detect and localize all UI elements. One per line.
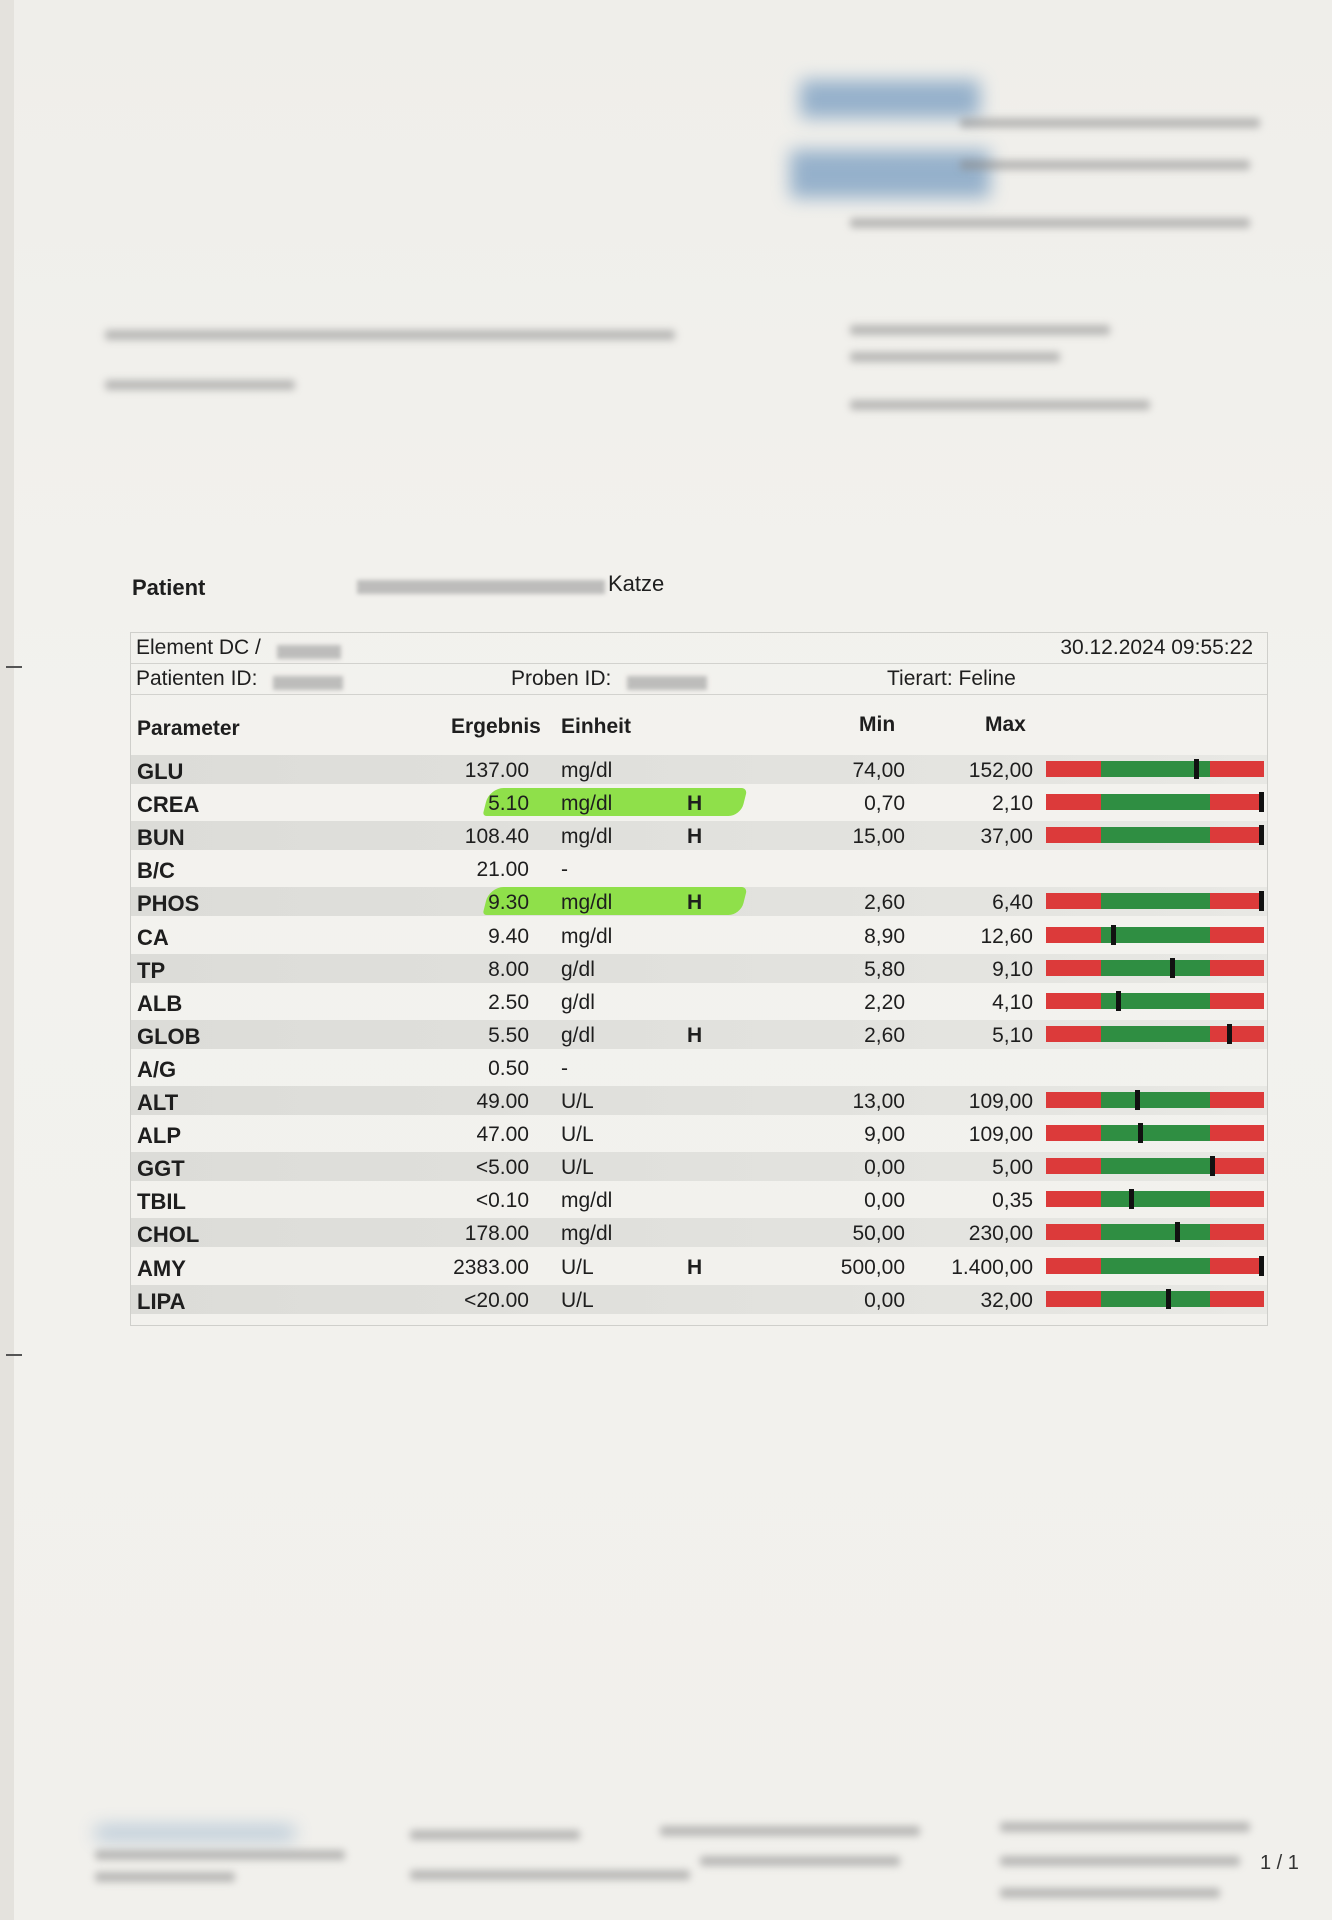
result-unit: mg/dl bbox=[561, 1222, 613, 1246]
footer-redacted bbox=[95, 1826, 295, 1840]
range-bar-high-segment bbox=[1210, 1191, 1264, 1207]
report-id-row bbox=[131, 664, 1267, 695]
parameter-name: CREA bbox=[137, 792, 200, 818]
range-bar-normal-segment bbox=[1101, 1158, 1210, 1174]
patient-id-redacted bbox=[273, 676, 343, 690]
range-max: 5,10 bbox=[992, 1023, 1033, 1047]
column-header-max: Max bbox=[985, 713, 1026, 736]
range-bar-marker bbox=[1259, 1256, 1264, 1276]
owner-redacted bbox=[850, 352, 1060, 362]
range-bar-marker bbox=[1111, 925, 1116, 945]
range-max: 12,60 bbox=[980, 924, 1033, 948]
table-row bbox=[131, 755, 1267, 784]
table-row bbox=[131, 1053, 1267, 1082]
result-unit: mg/dl bbox=[561, 759, 613, 782]
range-bar-normal-segment bbox=[1101, 827, 1210, 843]
range-bar-low-segment bbox=[1046, 893, 1101, 909]
column-header-unit: Einheit bbox=[561, 715, 632, 738]
address-redacted bbox=[850, 218, 1250, 228]
result-unit: - bbox=[561, 858, 568, 882]
range-bar-low-segment bbox=[1046, 960, 1101, 976]
range-bar-low-segment bbox=[1046, 794, 1101, 810]
range-bar-marker bbox=[1259, 792, 1264, 812]
range-bar-low-segment bbox=[1046, 761, 1101, 777]
range-max: 109,00 bbox=[968, 1090, 1033, 1113]
range-max: 230,00 bbox=[968, 1222, 1033, 1246]
range-bar-normal-segment bbox=[1101, 960, 1210, 976]
parameter-name: CA bbox=[137, 924, 169, 950]
range-bar bbox=[1046, 1092, 1264, 1108]
result-value: 21.00 bbox=[476, 858, 529, 882]
parameter-name: AMY bbox=[137, 1255, 186, 1281]
patient-species: Katze bbox=[608, 571, 665, 596]
range-min: 0,00 bbox=[864, 1189, 905, 1213]
range-bar bbox=[1046, 1191, 1264, 1207]
parameter-name: GLU bbox=[137, 759, 184, 784]
range-min: 500,00 bbox=[840, 1255, 905, 1279]
margin-mark bbox=[6, 1354, 22, 1356]
report-datetime: 30.12.2024 09:55:22 bbox=[1060, 636, 1253, 659]
result-unit: g/dl bbox=[561, 1023, 595, 1047]
range-min: 2,60 bbox=[864, 1023, 905, 1047]
table-row bbox=[131, 1185, 1267, 1214]
range-bar-high-segment bbox=[1210, 1092, 1264, 1108]
range-bar-high-segment bbox=[1210, 1291, 1264, 1307]
range-bar-marker bbox=[1227, 1024, 1232, 1044]
footer-redacted bbox=[410, 1870, 690, 1880]
logo-redacted bbox=[790, 150, 990, 198]
logo-redacted bbox=[800, 80, 980, 118]
range-bar-low-segment bbox=[1046, 993, 1101, 1009]
range-bar-high-segment bbox=[1210, 1026, 1264, 1042]
result-value: 5.10 bbox=[488, 792, 529, 816]
range-bar-low-segment bbox=[1046, 1026, 1101, 1042]
range-min: 2,20 bbox=[864, 990, 905, 1014]
table-row bbox=[131, 954, 1267, 983]
range-bar bbox=[1046, 827, 1264, 843]
parameter-name: TP bbox=[137, 957, 166, 983]
footer-redacted bbox=[1000, 1856, 1240, 1866]
range-bar bbox=[1046, 927, 1264, 943]
clinic-redacted bbox=[105, 380, 295, 390]
result-value: 8.00 bbox=[488, 957, 529, 981]
result-value: 9.30 bbox=[488, 891, 529, 915]
result-unit: U/L bbox=[561, 1255, 594, 1279]
parameter-name: BUN bbox=[137, 825, 185, 851]
range-max: 32,00 bbox=[980, 1288, 1033, 1312]
address-redacted bbox=[960, 118, 1260, 128]
range-bar-high-segment bbox=[1210, 1258, 1264, 1274]
range-bar-normal-segment bbox=[1101, 1191, 1210, 1207]
result-value: 2.50 bbox=[488, 990, 529, 1014]
range-bar-low-segment bbox=[1046, 1092, 1101, 1108]
owner-redacted bbox=[850, 325, 1110, 335]
result-unit: mg/dl bbox=[561, 924, 613, 948]
result-unit: U/L bbox=[561, 1123, 594, 1147]
range-max: 109,00 bbox=[968, 1123, 1033, 1147]
parameter-name: LIPA bbox=[137, 1288, 186, 1314]
range-bar-normal-segment bbox=[1101, 1224, 1210, 1240]
table-row bbox=[131, 1119, 1267, 1148]
device-label: Element DC / bbox=[136, 636, 261, 659]
parameter-name: B/C bbox=[137, 858, 175, 884]
parameter-name: ALP bbox=[137, 1123, 181, 1149]
range-bar-high-segment bbox=[1210, 827, 1264, 843]
result-value: <20.00 bbox=[464, 1288, 529, 1312]
table-row bbox=[131, 1252, 1267, 1281]
range-bar-marker bbox=[1259, 891, 1264, 911]
result-value: 49.00 bbox=[476, 1090, 529, 1113]
result-value: 47.00 bbox=[476, 1123, 529, 1147]
range-max: 5,00 bbox=[992, 1156, 1033, 1180]
range-bar-high-segment bbox=[1210, 794, 1264, 810]
range-bar-low-segment bbox=[1046, 1224, 1101, 1240]
table-row bbox=[131, 1218, 1267, 1247]
parameter-name: ALT bbox=[137, 1090, 179, 1115]
range-bar-low-segment bbox=[1046, 1258, 1101, 1274]
range-bar bbox=[1046, 761, 1264, 777]
report-header-row bbox=[131, 633, 1267, 664]
range-bar-high-segment bbox=[1210, 1158, 1264, 1174]
range-bar-marker bbox=[1170, 958, 1175, 978]
range-bar-normal-segment bbox=[1101, 1258, 1210, 1274]
range-bar-low-segment bbox=[1046, 1158, 1101, 1174]
table-row bbox=[131, 1020, 1267, 1049]
range-bar-marker bbox=[1210, 1156, 1215, 1176]
result-unit: U/L bbox=[561, 1090, 594, 1113]
species-label: Tierart: Feline bbox=[887, 667, 1016, 690]
range-bar-high-segment bbox=[1210, 927, 1264, 943]
range-min: 13,00 bbox=[852, 1090, 905, 1113]
column-header-parameter: Parameter bbox=[137, 717, 240, 740]
footer-redacted bbox=[95, 1872, 235, 1882]
parameter-name: TBIL bbox=[137, 1189, 186, 1215]
range-bar-normal-segment bbox=[1101, 1291, 1210, 1307]
high-flag: H bbox=[687, 825, 703, 849]
owner-redacted bbox=[850, 400, 1150, 410]
page-number: 1 / 1 bbox=[1260, 1852, 1299, 1874]
range-bar bbox=[1046, 1224, 1264, 1240]
result-unit: - bbox=[561, 1056, 568, 1080]
range-bar-high-segment bbox=[1210, 960, 1264, 976]
range-bar-normal-segment bbox=[1101, 927, 1210, 943]
parameter-name: CHOL bbox=[137, 1222, 200, 1248]
footer-redacted bbox=[660, 1826, 920, 1836]
result-value: 9.40 bbox=[488, 924, 529, 948]
result-unit: U/L bbox=[561, 1288, 594, 1312]
range-bar-normal-segment bbox=[1101, 1026, 1210, 1042]
result-value: 137.00 bbox=[464, 759, 529, 782]
table-row bbox=[131, 1285, 1267, 1314]
column-header-result: Ergebnis bbox=[451, 715, 541, 738]
table-row bbox=[131, 887, 1267, 916]
range-bar bbox=[1046, 1125, 1264, 1141]
column-header-min: Min bbox=[859, 713, 896, 736]
range-max: 37,00 bbox=[980, 825, 1033, 849]
patient-name-redacted bbox=[357, 580, 605, 594]
table-row bbox=[131, 1086, 1267, 1115]
result-unit: mg/dl bbox=[561, 891, 613, 915]
high-flag: H bbox=[687, 792, 703, 816]
range-bar-marker bbox=[1135, 1090, 1140, 1110]
range-max: 4,10 bbox=[992, 990, 1033, 1014]
range-bar bbox=[1046, 893, 1264, 909]
range-bar-marker bbox=[1166, 1289, 1171, 1309]
range-bar bbox=[1046, 794, 1264, 810]
range-bar bbox=[1046, 1291, 1264, 1307]
range-min: 0,70 bbox=[864, 792, 905, 816]
footer-redacted bbox=[95, 1850, 345, 1860]
range-bar-normal-segment bbox=[1101, 893, 1210, 909]
footer-redacted bbox=[410, 1830, 580, 1840]
range-min: 50,00 bbox=[852, 1222, 905, 1246]
result-unit: mg/dl bbox=[561, 792, 613, 816]
footer-redacted bbox=[1000, 1888, 1220, 1898]
result-unit: mg/dl bbox=[561, 1189, 613, 1213]
range-max: 6,40 bbox=[992, 891, 1033, 915]
range-bar-marker bbox=[1116, 991, 1121, 1011]
table-row bbox=[131, 821, 1267, 850]
patient-label: Patient bbox=[132, 575, 206, 600]
range-max: 9,10 bbox=[992, 957, 1033, 981]
result-value: 108.40 bbox=[464, 825, 529, 849]
range-max: 1.400,00 bbox=[951, 1255, 1033, 1279]
margin-mark bbox=[6, 666, 22, 668]
result-unit: U/L bbox=[561, 1156, 594, 1180]
range-bar bbox=[1046, 1158, 1264, 1174]
range-bar-normal-segment bbox=[1101, 1125, 1210, 1141]
range-min: 0,00 bbox=[864, 1288, 905, 1312]
sample-id-label: Proben ID: bbox=[511, 667, 612, 690]
parameter-name: ALB bbox=[137, 990, 183, 1016]
result-value: 0.50 bbox=[488, 1056, 529, 1080]
result-value: <5.00 bbox=[475, 1156, 529, 1180]
high-flag: H bbox=[687, 1255, 703, 1279]
high-flag: H bbox=[687, 891, 703, 915]
range-bar bbox=[1046, 960, 1264, 976]
range-bar-high-segment bbox=[1210, 1224, 1264, 1240]
table-row bbox=[131, 788, 1267, 817]
result-value: 5.50 bbox=[488, 1023, 529, 1047]
range-min: 8,90 bbox=[864, 924, 905, 948]
table-row bbox=[131, 1152, 1267, 1181]
range-bar-normal-segment bbox=[1101, 794, 1210, 810]
result-unit: g/dl bbox=[561, 990, 595, 1014]
range-bar bbox=[1046, 1258, 1264, 1274]
patient-id-label: Patienten ID: bbox=[136, 667, 258, 690]
range-bar-marker bbox=[1129, 1189, 1134, 1209]
footer-redacted bbox=[700, 1856, 900, 1866]
lab-report-table bbox=[130, 632, 1268, 1326]
sample-id-redacted bbox=[627, 676, 707, 690]
range-bar-low-segment bbox=[1046, 1191, 1101, 1207]
range-min: 5,80 bbox=[864, 957, 905, 981]
table-row bbox=[131, 921, 1267, 950]
parameter-name: A/G bbox=[137, 1056, 177, 1082]
range-min: 9,00 bbox=[864, 1123, 905, 1147]
result-value: 2383.00 bbox=[453, 1255, 529, 1279]
parameter-name: GLOB bbox=[137, 1023, 201, 1049]
high-flag: H bbox=[687, 1023, 703, 1047]
result-value: <0.10 bbox=[475, 1189, 529, 1213]
range-min: 15,00 bbox=[852, 825, 905, 849]
range-min: 0,00 bbox=[864, 1156, 905, 1180]
address-redacted bbox=[960, 160, 1250, 170]
clinic-redacted bbox=[105, 330, 675, 340]
footer-redacted bbox=[1000, 1822, 1250, 1832]
range-min: 74,00 bbox=[852, 759, 905, 782]
range-max: 0,35 bbox=[992, 1189, 1033, 1213]
result-value: 178.00 bbox=[464, 1222, 529, 1246]
range-bar-high-segment bbox=[1210, 761, 1264, 777]
range-bar-high-segment bbox=[1210, 993, 1264, 1009]
range-bar-normal-segment bbox=[1101, 1092, 1210, 1108]
range-bar-low-segment bbox=[1046, 1125, 1101, 1141]
parameter-name: PHOS bbox=[137, 891, 200, 917]
range-bar bbox=[1046, 1026, 1264, 1042]
parameter-name: GGT bbox=[137, 1156, 185, 1182]
range-min: 2,60 bbox=[864, 891, 905, 915]
range-bar-marker bbox=[1175, 1222, 1180, 1242]
range-bar-high-segment bbox=[1210, 1125, 1264, 1141]
range-bar-high-segment bbox=[1210, 893, 1264, 909]
range-bar-marker bbox=[1138, 1123, 1143, 1143]
range-max: 2,10 bbox=[992, 792, 1033, 816]
range-bar-low-segment bbox=[1046, 1291, 1101, 1307]
result-unit: g/dl bbox=[561, 957, 595, 981]
result-unit: mg/dl bbox=[561, 825, 613, 849]
table-row bbox=[131, 854, 1267, 883]
range-bar-marker bbox=[1259, 825, 1264, 845]
range-bar-marker bbox=[1194, 759, 1199, 779]
range-max: 152,00 bbox=[968, 759, 1033, 782]
table-row bbox=[131, 987, 1267, 1016]
device-redacted bbox=[277, 645, 341, 659]
range-bar-low-segment bbox=[1046, 927, 1101, 943]
range-bar-low-segment bbox=[1046, 827, 1101, 843]
range-bar bbox=[1046, 993, 1264, 1009]
